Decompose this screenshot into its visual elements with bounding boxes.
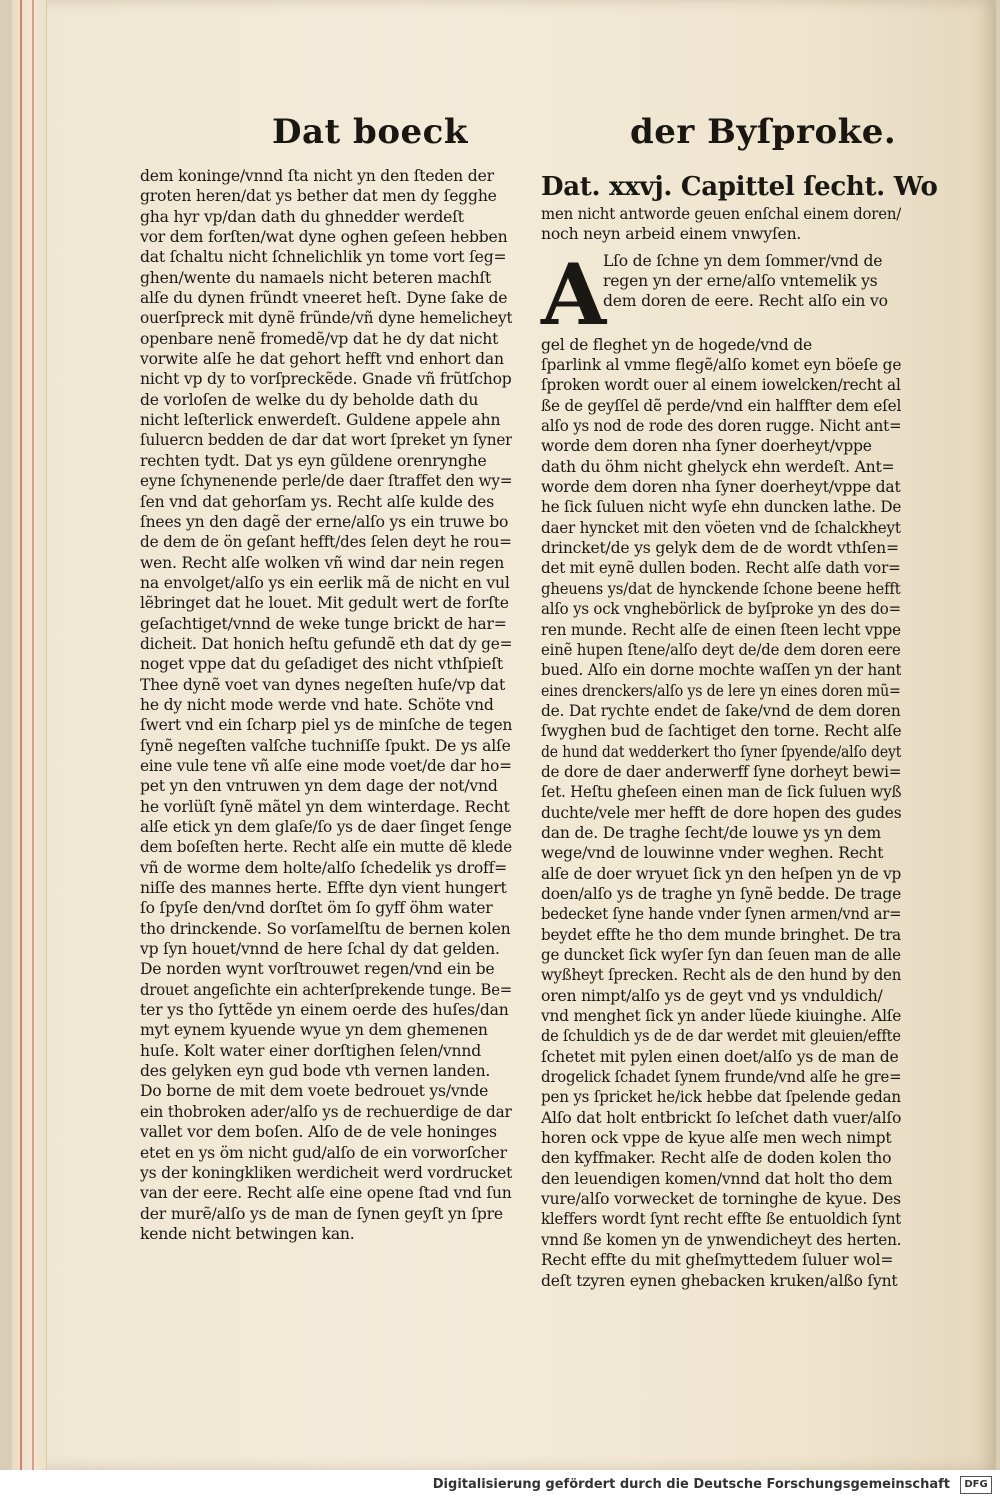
- chapter-subtitle-line: men nicht antworde geuen enſchal einem doren/: [541, 205, 901, 223]
- text-line: ſnees yn den dagẽ der erne/alſo ys ein truwe bo: [140, 512, 509, 531]
- text-line: kende nicht betwingen kan.: [140, 1224, 355, 1243]
- text-line: det mit eynẽ dullen boden. Recht alſe dath vor=: [541, 559, 901, 578]
- text-line: huſe. Kolt water einer dorſtighen ſelen/vnnd: [140, 1041, 481, 1060]
- text-line: oren nimpt/alſo ys de geyt vnd ys vnduldich/: [541, 986, 883, 1005]
- text-line: ghen/wente du namaels nicht beteren machſt: [140, 268, 492, 287]
- text-line: deſt tzyren eynen ghebacken kruken/alßo ſynt: [541, 1271, 898, 1290]
- text-line: ſparlink al vmme flegẽ/alſo komet eyn böeſe ge: [541, 356, 901, 375]
- text-line: gha hyr vp/dan dath du ghnedder werdeſt: [140, 207, 464, 226]
- text-line: eines drenckers/alſo ys de lere yn eines doren mũ=: [541, 681, 901, 700]
- text-line: ſwyghen bud de ſachtiget den torne. Recht alſe: [541, 722, 901, 741]
- text-line: wyßheyt ſprecken. Recht als de den hund by den: [541, 966, 901, 985]
- text-line: kleffers wordt ſynt recht effte ße entuoldich ſynt: [541, 1210, 901, 1229]
- text-line: openbare nenẽ fromedẽ/vp dat he dy dat nicht: [140, 329, 499, 348]
- running-head-left: Dat boeck: [272, 112, 468, 152]
- text-line: bued. Alſo ein dorne mochte waſſen yn der hant: [541, 661, 901, 680]
- text-line: drogelick ſchadet ſynem frunde/vnd alſe he gre=: [541, 1068, 901, 1087]
- text-line: bedecket ſyne hande vnder ſynen armen/vnd ar=: [541, 905, 901, 924]
- text-line: alſe etick yn dem glaſe/ſo ys de daer ſinget ſenge: [140, 818, 512, 836]
- page-binding-margin: [12, 0, 47, 1470]
- text-line: beydet effte he tho dem munde bringhet. De tra: [541, 925, 901, 944]
- text-line: rechten tydt. Dat ys eyn gũldene orenrynghe: [140, 451, 487, 470]
- text-line: etet en ys öm nicht gud/alſo de ein vorworſcher: [140, 1143, 507, 1162]
- text-line: eyne ſchynenende perle/de daer ſtraffet den wy=: [140, 472, 512, 491]
- red-rule-line: [32, 0, 34, 1470]
- dfg-logo: DFG: [960, 1476, 992, 1494]
- text-line: he dy nicht mode werde vnd hate. Schöte vnd: [140, 695, 494, 714]
- text-line: dath du öhm nicht ghelyck ehn werdeſt. Ant=: [541, 457, 895, 476]
- text-line: ouerſpreck mit dynẽ frũnde/vñ dyne hemelicheyt: [140, 309, 512, 328]
- text-line: vure/alſo vorwecket de torninghe de kyue. Des: [541, 1190, 901, 1209]
- text-line: den kyffmaker. Recht alſe de doden kolen tho: [541, 1149, 892, 1168]
- text-line: vnnd ße komen yn de ynwendicheyt des herten.: [541, 1230, 901, 1249]
- text-line: daer hyncket mit den vöeten vnd de ſchalckheyt: [541, 518, 901, 537]
- text-line: geſachtiget/vnnd de weke tunge brickt de har=: [140, 614, 507, 633]
- text-line: worde dem doren nha ſyner doerheyt/vppe: [541, 437, 872, 456]
- text-line: ren munde. Recht alſe de einen ſteen lecht vppe: [541, 620, 901, 639]
- text-line: de ſchuldich ys de de dar werdet mit gleuien/effte: [541, 1027, 901, 1046]
- text-line: doen/alſo ys de traghe yn ſynẽ bedde. De trage: [541, 884, 901, 903]
- text-line: ße de geyſſel dẽ perde/vnd ein halffter dem eſel: [541, 396, 901, 415]
- text-line: vñ de worme dem holte/alſo ſchedelik ys droff=: [140, 858, 508, 877]
- text-line: vnd menghet ſick yn ander lũede kiuinghe. Alſe: [541, 1007, 901, 1026]
- text-line: vorwite alſe he dat gehort hefft vnd enhort dan: [140, 350, 504, 369]
- text-line: ſo ſpyſe den/vnd dorſtet öm ſo gyff öhm water: [140, 899, 493, 918]
- text-line: wege/vnd de louwinne vnder weghen. Recht: [541, 844, 884, 863]
- text-line: pet yn den vntruwen yn dem dage der not/vnd: [140, 777, 498, 796]
- text-line: de vorloſen de welke du dy beholde dath du: [140, 390, 479, 409]
- text-line: alſe du dynen frũndt vneeret heſt. Dyne ſake de: [140, 289, 508, 308]
- text-line: groten heren/dat ys bether dat men dy ſegghe: [140, 187, 497, 206]
- text-line: alſe de doer wryuet ſick yn den heſpen yn de vp: [541, 864, 901, 883]
- text-line: noget vppe dat du geſadiget des nicht vthſpieſt: [140, 655, 503, 674]
- text-line: wen. Recht alſe wolken vñ wind dar nein regen: [140, 553, 505, 572]
- text-line: na envolget/alſo ys ein eerlik mã de nicht en vul: [140, 573, 510, 592]
- text-line: alſo ys ock vnghebörlick de byſproke yn des do=: [541, 600, 901, 619]
- text-line: ſet. Heſtu gheſeen einen man de ſick ſuluen wyß: [541, 783, 901, 802]
- text-line: einẽ hupen ſtene/alſo deyt de/de dem doren eere: [541, 640, 901, 659]
- text-line: ys der koningkliken werdicheit werd vordrucket: [140, 1163, 512, 1182]
- text-line: Alſo dat holt entbrickt ſo leſchet dath vuer/alſo: [541, 1108, 901, 1127]
- chapter-heading: Dat. xxvj. Capittel ſecht. Wo: [541, 172, 938, 202]
- text-line: dat ſchaltu nicht ſchnelichlik yn tome vort ſeg=: [140, 248, 507, 267]
- right-column-body: [541, 335, 901, 1291]
- text-line: drincket/de ys gelyk dem de de wordt vthſen=: [541, 539, 899, 558]
- text-line: ſen vnd dat gehorſam ys. Recht alſe kulde des: [140, 492, 494, 511]
- text-line: he vorlüſt ſynẽ mãtel yn dem winterdage. Recht: [140, 797, 510, 816]
- text-line: Lſo de ſchne yn dem ſommer/vnd de: [603, 251, 883, 270]
- red-rule-line: [20, 0, 22, 1470]
- text-line: van der eere. Recht alſe eine opene ſtad vnd ſun: [140, 1184, 512, 1203]
- text-line: de dem de ön geſant hefft/des ſelen deyt he rou=: [140, 533, 512, 552]
- text-line: duchte/vele mer hefft de dore hopen des gudes: [541, 803, 901, 822]
- text-line: dem koninge/vnnd ſta nicht yn den ſteden der: [140, 167, 494, 185]
- text-line: ter ys tho ſyttẽde yn einem oerde des huſes/dan: [140, 1001, 509, 1020]
- text-line: vallet vor dem boſen. Alſo de de vele honinges: [140, 1123, 497, 1142]
- text-line: pen ys ſpricket he/ick hebbe dat ſpelende gedan: [541, 1088, 901, 1107]
- right-text-column: [541, 172, 938, 1291]
- text-line: lẽbringet dat he louet. Mit gedult wert de forſte: [140, 594, 509, 613]
- funding-credit: Digitalisierung gefördert durch die Deutsche Forschungsgemeinschaft: [432, 1477, 950, 1492]
- text-line: dan de. De traghe ſecht/de louwe ys yn dem: [541, 823, 881, 842]
- text-line: dem doren de eere. Recht alſo ein vo: [603, 292, 888, 311]
- text-line: de hund dat wedderkert tho ſyner ſpyende/alſo deyt: [541, 742, 901, 761]
- text-line: Thee dynẽ voet van dynes negeſten huſe/vp dat: [140, 675, 506, 694]
- text-line: ein thobroken ader/alſo ys de rechuerdige de dar: [140, 1102, 512, 1121]
- text-line: gel de fleghet yn de hogede/vnd de: [541, 335, 813, 354]
- running-head-right: der Byſproke.: [630, 112, 897, 152]
- text-line: Do borne de mit dem voete bedrouet ys/vnde: [140, 1082, 489, 1101]
- chapter-subtitle-line: noch neyn arbeid einem vnwyſen.: [541, 225, 802, 244]
- text-line: ſuluercn bedden de dar dat wort ſpreket yn ſyner: [140, 431, 512, 450]
- text-line: der murẽ/alſo ys de man de ſynen geyſt yn ſpre: [140, 1204, 503, 1223]
- text-line: ge duncket ſick wyſer ſyn dan ſeuen man de alle: [541, 946, 901, 964]
- left-text-column: [140, 166, 512, 1244]
- text-line: gheuens ys/dat de hynckende ſchone beene hefft: [541, 579, 901, 598]
- text-line: he ſick ſuluen nicht wyſe ehn duncken lathe. De: [541, 498, 901, 517]
- text-line: ſynẽ negeſten valſche tuchniſſe ſpukt. De ys alſe: [140, 736, 511, 755]
- text-line: myt eynem kyuende wyue yn dem ghemenen: [140, 1021, 488, 1040]
- text-line: den leuendigen komen/vnnd dat holt tho dem: [541, 1169, 893, 1188]
- text-line: niſſe des mannes herte. Effte dyn vient hungert: [140, 879, 507, 898]
- text-line: alſo ys nod de rode des doren rugge. Nicht ant=: [541, 417, 901, 436]
- text-line: drouet angeſichte ein achterſprekende tunge. Be=: [140, 980, 512, 999]
- text-line: worde dem doren nha ſyner doerheyt/vppe dat: [541, 478, 901, 497]
- text-line: regen yn der erne/alſo vntemelik ys: [603, 272, 878, 291]
- text-line: vp ſyn houet/vnnd de here ſchal dy dat gelden.: [140, 940, 500, 959]
- decorated-initial-letter: A: [541, 244, 606, 344]
- text-line: eine vule tene vñ alſe eine mode voet/de dar ho=: [140, 756, 512, 775]
- text-line: Recht effte du mit gheſmyttedem ſuluer wol=: [541, 1251, 894, 1270]
- text-line: des gelyken eyn gud bode vth vernen landen.: [140, 1062, 491, 1081]
- footer-bar: [0, 1470, 1000, 1499]
- text-line: nicht leſterlick enwerdeſt. Guldene appele ahn: [140, 411, 501, 430]
- text-line: dicheit. Dat honich heſtu gefundẽ eth dat dy ge=: [140, 634, 512, 653]
- text-line: de dore de daer anderwerff ſyne dorheyt bewi=: [541, 762, 901, 781]
- text-line: vor dem forſten/wat dyne oghen geſeen hebben: [140, 228, 508, 247]
- text-line: nicht vp dy to vorſpreckẽde. Gnade vñ frũtſchop: [140, 370, 512, 389]
- text-line: de. Dat rychte endet de ſake/vnd de dem doren: [541, 701, 901, 720]
- text-line: tho drinckende. So vorſamelſtu de bernen kolen: [140, 919, 511, 938]
- text-line: ſwert vnd ein ſcharp piel ys de minſche de tegen: [140, 716, 512, 735]
- text-line: De norden wynt vorſtrouwet regen/vnd ein be: [140, 960, 495, 979]
- text-line: ſproken wordt ouer al einem iowelcken/recht al: [541, 376, 901, 395]
- text-line: horen ock vppe de kyue alſe men wech nimpt: [541, 1129, 892, 1148]
- text-line: dem boſeſten herte. Recht alſe ein mutte dẽ klede: [140, 838, 512, 857]
- text-line: ſchetet mit pylen einen doet/alſo ys de man de: [541, 1047, 899, 1066]
